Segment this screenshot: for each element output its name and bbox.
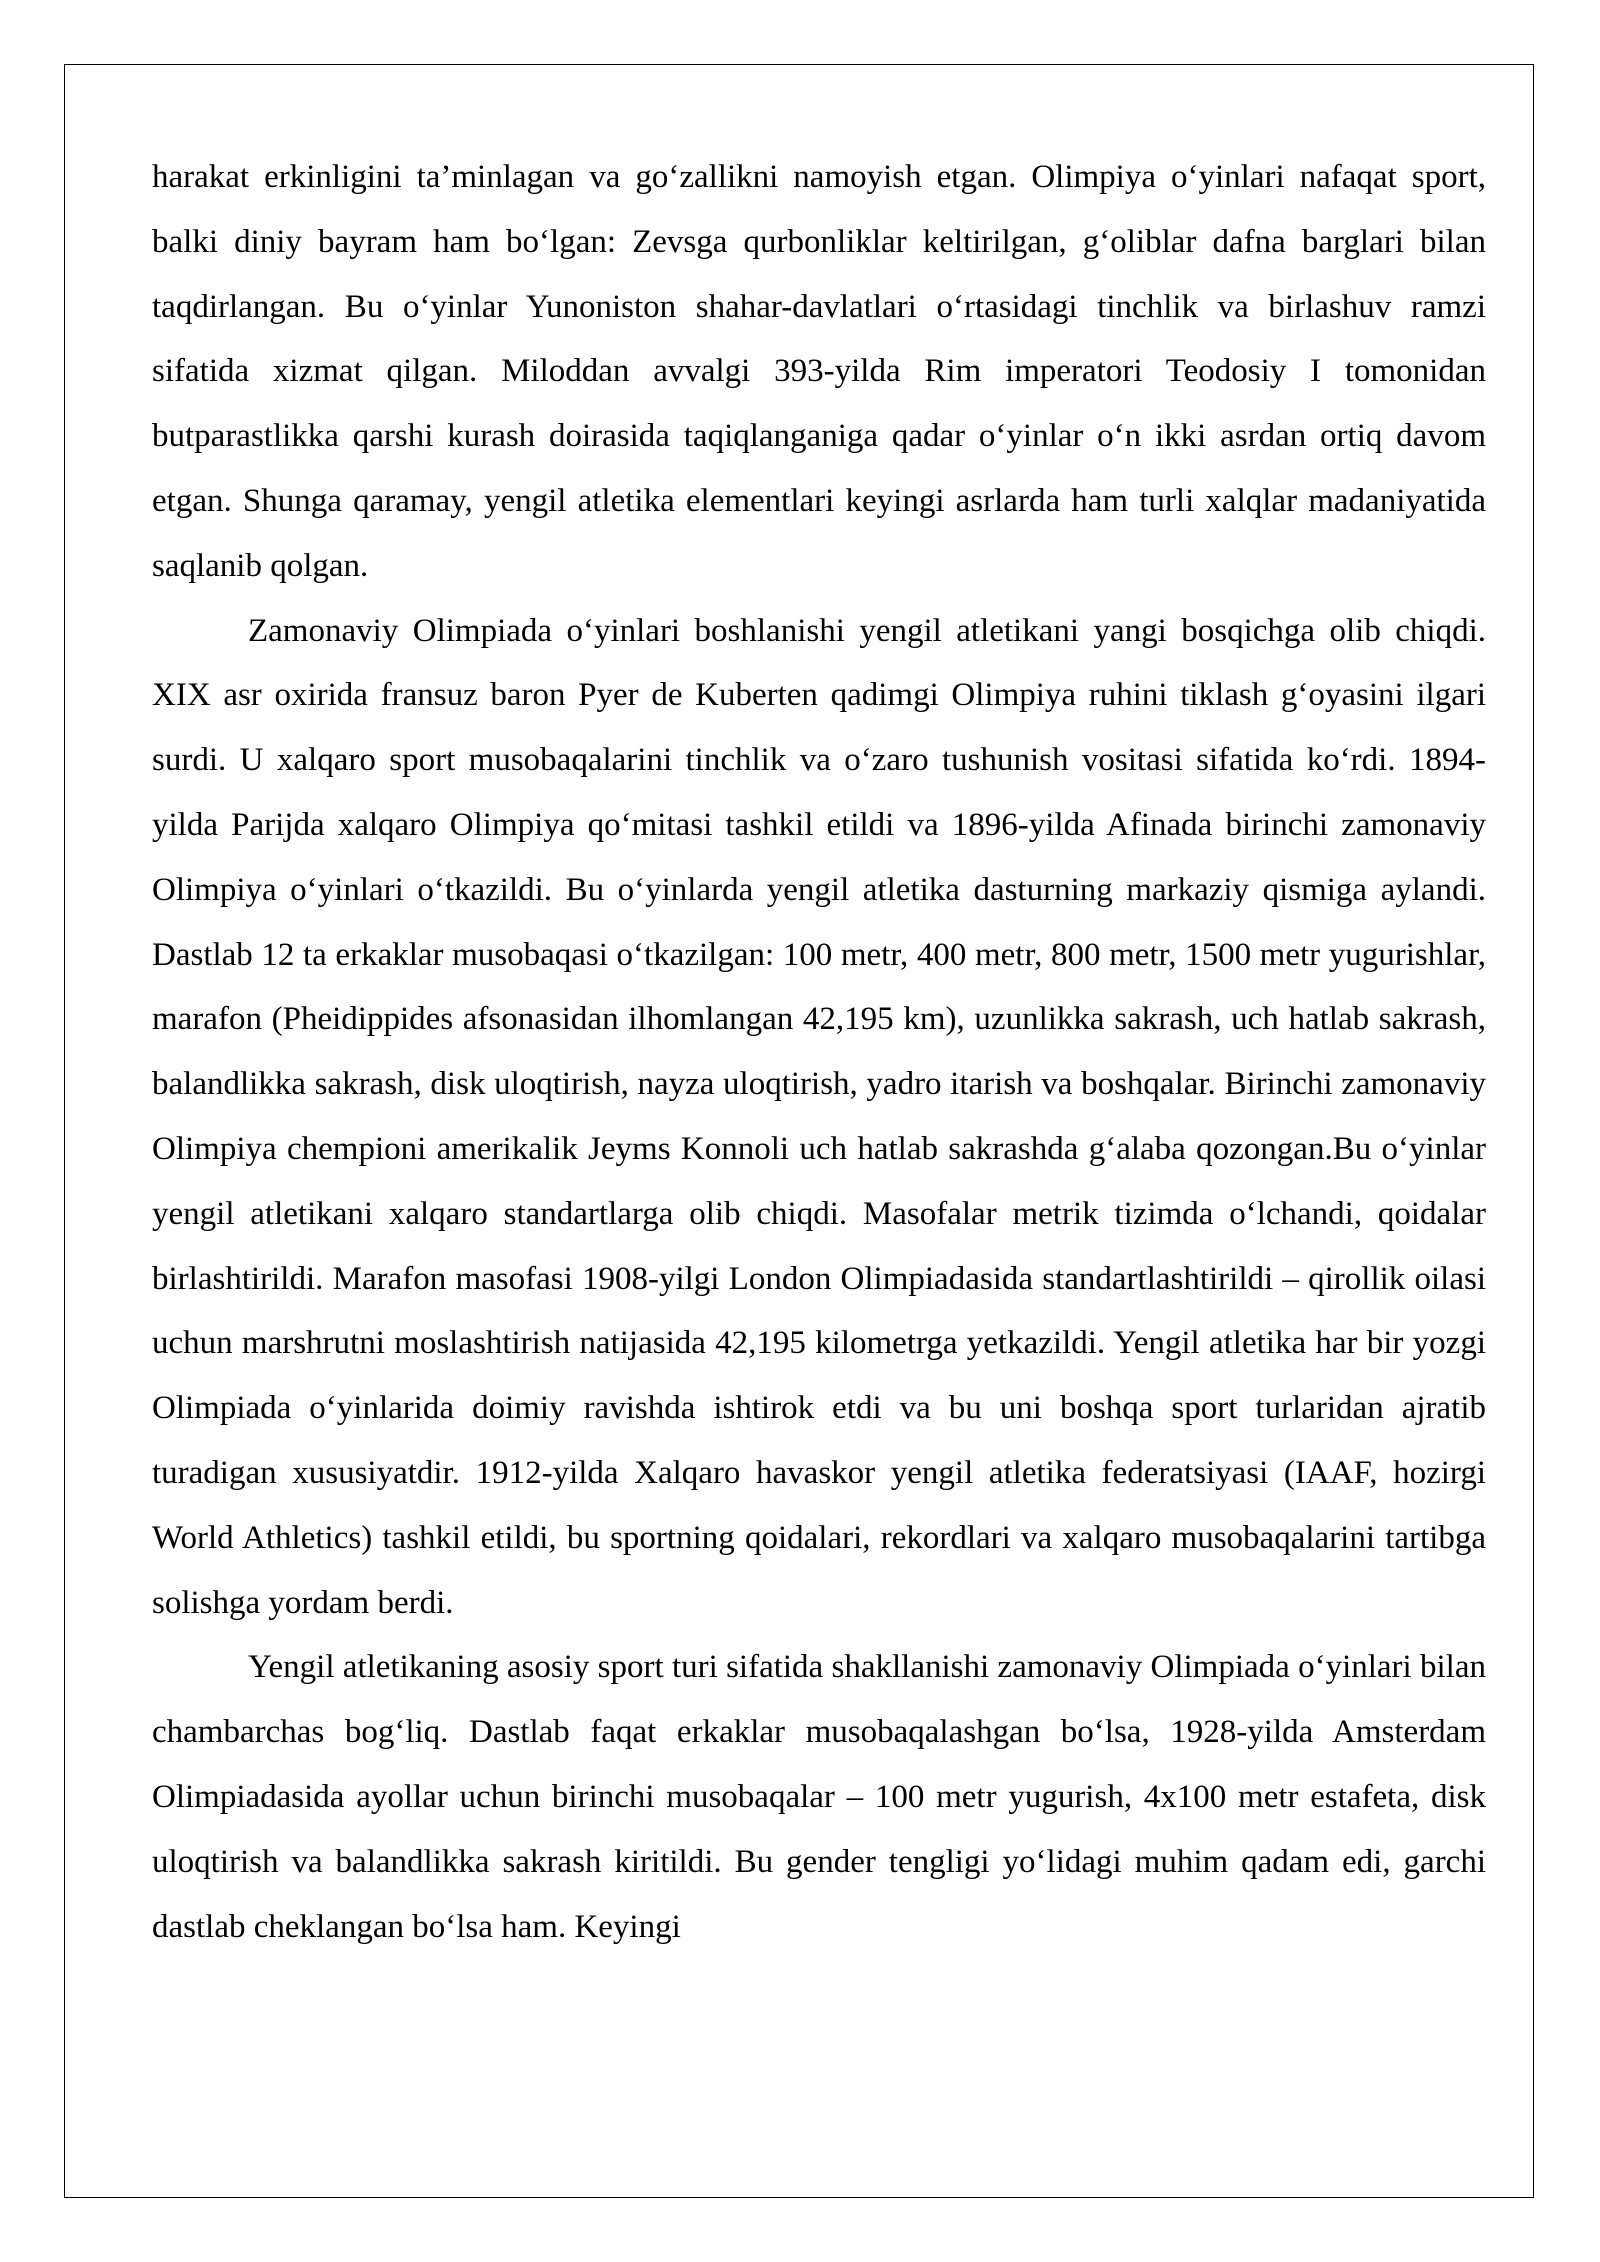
paragraph-2: Zamonaviy Olimpiada o‘yinlari boshlanishi yengil atletikani yangi bosqichga olib chiqdi. XIX asr oxirida fransuz baron Pyer de Kuberten qadimgi Olimpiya ruhini tiklash g‘oyasini ilgari surdi. U xalqaro sport musobaqalarini tinchlik va o‘zaro tushunish vositasi sifatida ko‘rdi. 1894-yilda Parijda xalqaro Olimpiya qo‘mitasi tashkil etildi va 1896-yilda Afinada birinchi zamonaviy Olimpiya o‘yinlari o‘tkazildi. Bu o‘yinlarda yengil atletika dasturning markaziy qismiga aylandi. Dastlab 12 ta erkaklar musobaqasi o‘tkazilgan: 100 metr, 400 metr, 800 metr, 1500 metr yugurishlar, marafon (Pheidippides afsonasidan ilhomlangan 42,195 km), uzunlikka sakrash, uch hatlab sakrash, balandlikka sakrash, disk uloqtirish, nayza uloqtirish, yadro itarish va boshqalar. Birinchi zamonaviy Olimpiya chempioni amerikalik Jeyms Konnoli uch hatlab sakrashda g‘alaba qozongan.Bu o‘yinlar yengil atletikani xalqaro standartlarga olib chiqdi. Masofalar metrik tizimda o‘lchandi, qoidalar birlashtirildi. Marafon masofasi 1908-yilgi London Olimpiadasida standartlashtirildi – qirollik oilasi uchun marshrutni moslashtirish natijasida 42,195 kilometrga yetkazildi. Yengil atletika har bir yozgi Olimpiada o‘yinlarida doimiy ravishda ishtirok etdi va bu uni boshqa sport turlaridan ajratib turadigan xususiyatdir. 1912-yilda Xalqaro havaskor yengil atletika federatsiyasi (IAAF, hozirgi World Athletics) tashkil etildi, bu sportning qoidalari, rekordlari va xalqaro musobaqalarini tartibga solishga yordam berdi. [152, 612, 1486, 1621]
document-body [152, 145, 1486, 1959]
paragraph-1: harakat erkinligini ta’minlagan va go‘zallikni namoyish etgan. Olimpiya o‘yinlari nafaqat sport, balki diniy bayram ham bo‘lgan: Zevsga qurbonliklar keltirilgan, g‘oliblar dafna barglari bilan taqdirlangan. Bu o‘yinlar Yunoniston shahar-davlatlari o‘rtasidagi tinchlik va birlashuv ramzi sifatida xizmat qilgan. Miloddan avvalgi 393-yilda Rim imperatori Teodosiy I tomonidan butparastlikka qarshi kurash doirasida taqiqlanganiga qadar o‘yinlar o‘n ikki asrdan ortiq davom etgan. Shunga qaramay, yengil atletika elementlari keyingi asrlarda ham turli xalqlar madaniyatida saqlanib qolgan. [152, 159, 1486, 584]
paragraph-3: Yengil atletikaning asosiy sport turi sifatida shakllanishi zamonaviy Olimpiada o‘yinlari bilan chambarchas bog‘liq. Dastlab faqat erkaklar musobaqalashgan bo‘lsa, 1928-yilda Amsterdam Olimpiadasida ayollar uchun birinchi musobaqalar – 100 metr yugurish, 4x100 metr estafeta, disk uloqtirish va balandlikka sakrash kiritildi. Bu gender tengligi yo‘lidagi muhim qadam edi, garchi dastlab cheklangan bo‘lsa ham. Keyingi [152, 1649, 1486, 1945]
